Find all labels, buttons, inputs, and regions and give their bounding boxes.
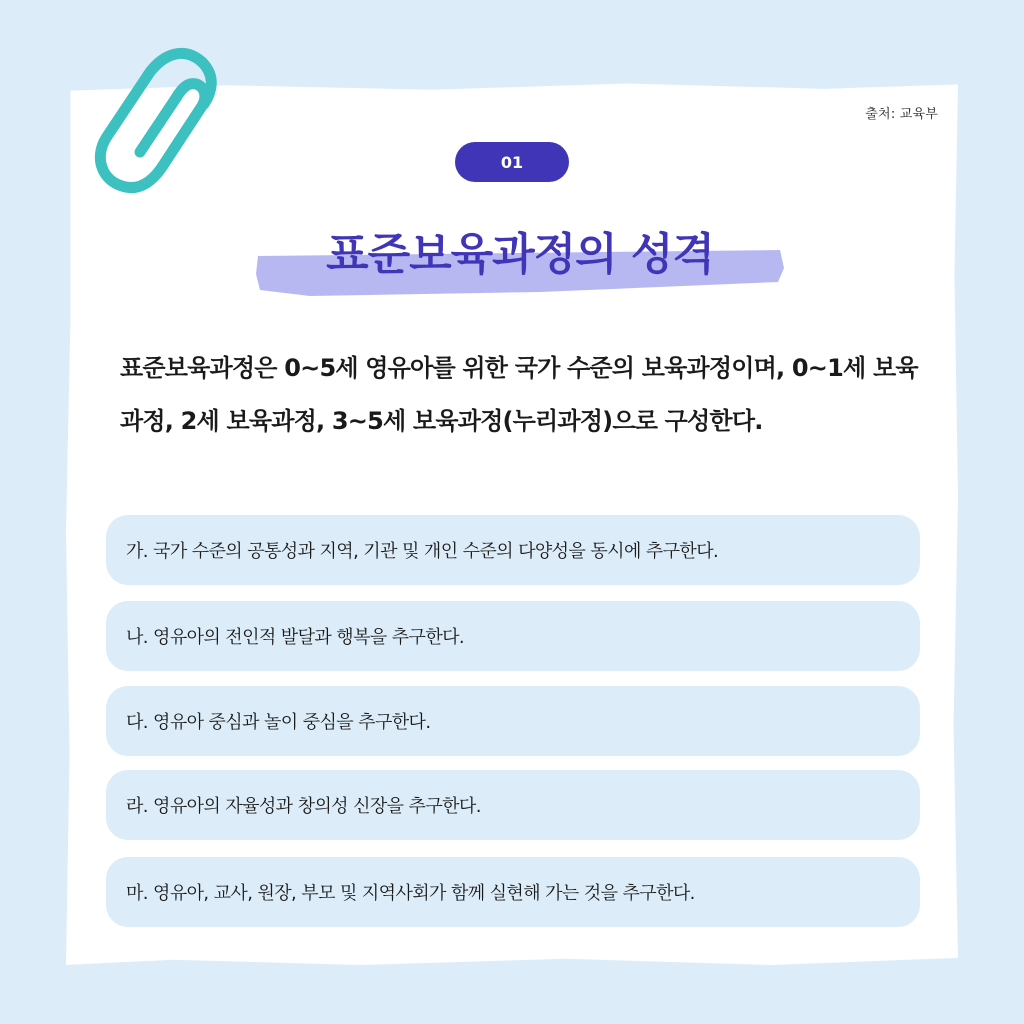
- intro-paragraph: 표준보육과정은 0~5세 영유아를 위한 국가 수준의 보육과정이며, 0~1세 보육과정, 2세 보육과정, 3~5세 보육과정(누리과정)으로 구성한다.: [120, 354, 918, 435]
- list-item: 나. 영유아의 전인적 발달과 행복을 추구한다.: [106, 601, 920, 671]
- source-credit: 출처: 교육부: [865, 107, 938, 122]
- section-number-badge: 01: [455, 142, 569, 182]
- title-block: [250, 210, 790, 300]
- list-item: 다. 영유아 중심과 놀이 중심을 추구한다.: [106, 686, 920, 756]
- page-title: 표준보육과정의 성격: [326, 229, 714, 280]
- list-item: 마. 영유아, 교사, 원장, 부모 및 지역사회가 함께 실현해 가는 것을 추구한다.: [106, 857, 920, 927]
- paperclip-icon: [84, 40, 234, 210]
- list-item: 가. 국가 수준의 공통성과 지역, 기관 및 개인 수준의 다양성을 동시에 추구한다.: [106, 515, 920, 585]
- list-item: 라. 영유아의 자율성과 창의성 신장을 추구한다.: [106, 770, 920, 840]
